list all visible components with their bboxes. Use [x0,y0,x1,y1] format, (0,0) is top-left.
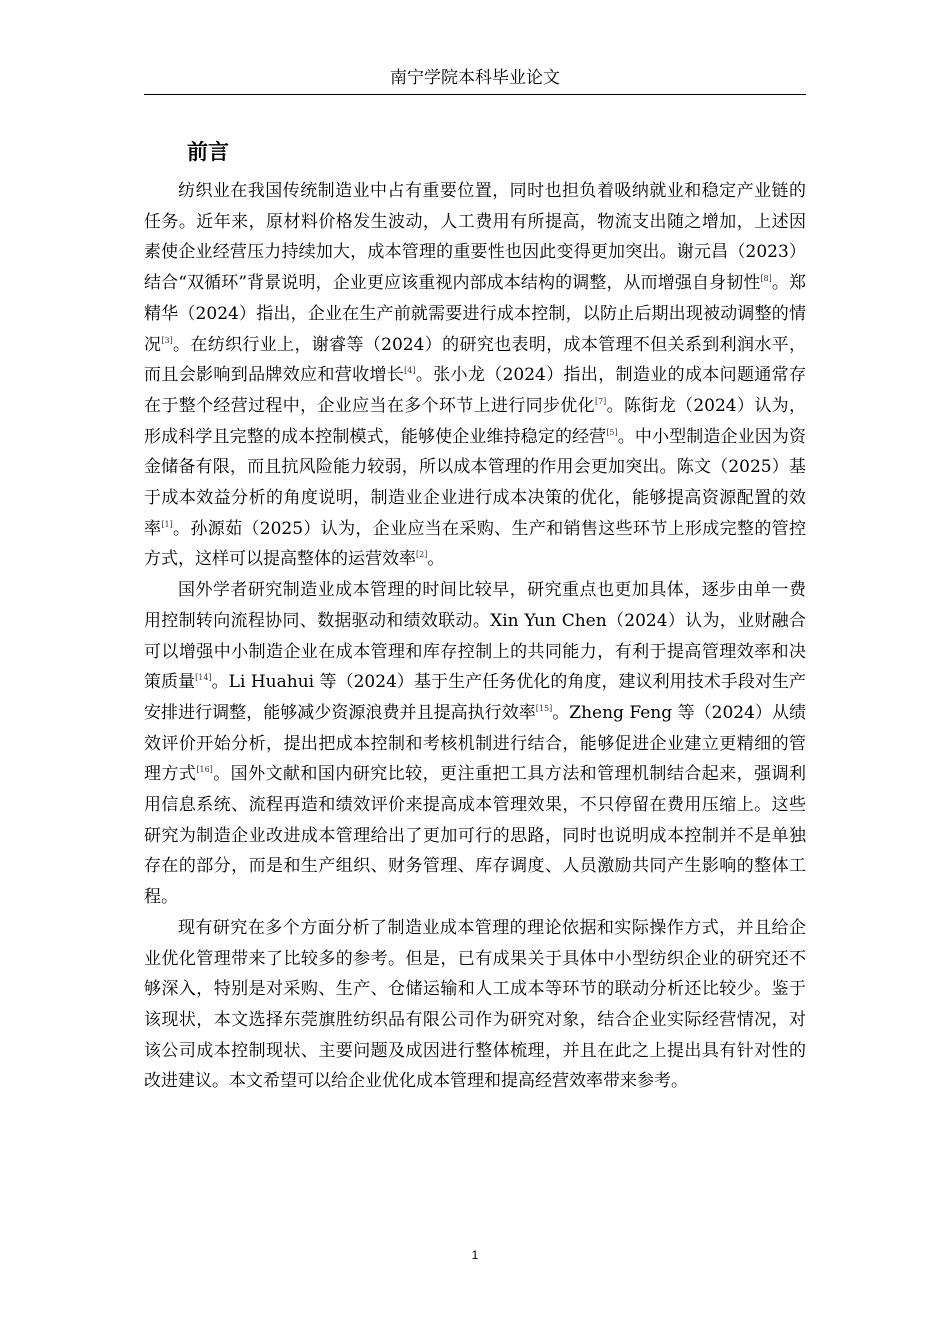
citation-ref: [15] [535,703,553,713]
paragraph-text: 。在纺织行业上，谢睿等（2024）的研究也表明，成本管理不但关系到利润水平，而且会影响到品牌效应和营收增长 [144,334,807,386]
paragraph-text: 。Li Huahui 等（2024）基于生产任务优化的角度，建议利用技术手段对生产安排进行调整，能够减少资源浪费并且提高执行效率 [144,672,806,723]
citation-ref: [4] [404,366,416,376]
paragraph-text: 。郑精华（2024）指出，企业在生产前就需要进行成本控制，以防止后期出现被动调整的情况 [144,273,806,355]
paragraph-text: 纺织业在我国传统制造业中占有重要位置，同时也担负着吸纳就业和稳定产业链的任务。近年来，原材料价格发生波动，人工费用有所提高，物流支出随之增加，上述因素使企业经营压力持续加大，成本管理的重要性也因此变得更加突出。谢元昌（2023）结合“双循环”背景说明，企业更应该重视内部成本结构的调整，从而增强自身韧性 [144,181,806,294]
citation-ref: [1] [161,519,173,529]
page-number: 1 [471,1248,479,1262]
section-title: 前言 [187,140,229,164]
paragraph-text: 现有研究在多个方面分析了制造业成本管理的理论依据和实际操作方式，并且给企业优化管理带来了比较多的参考。但是，已有成果关于具体中小型纺织企业的研究还不够深入，特别是对采购、生产、仓储运输和人工成本等环节的联动分析还比较少。鉴于该现状，本文选择东莞旗胜纺织品有限公司作为研究对象，结合企业实际经营情况，对该公司成本控制现状、主要问题及成因进行整体梳理，并且在此之上提出具有针对性的改进建议。本文希望可以给企业优化成本管理和提高经营效率带来参考。 [144,917,806,1092]
citation-ref: [2] [416,550,428,560]
paragraph-text: 。孙源茹（2025）认为，企业应当在采购、生产和销售这些环节上形成完整的管控方式，这样可以提高整体的运营效率 [144,518,807,570]
paragraph-text: 。张小龙（2024）指出，制造业的成本问题通常存在于整个经营过程中，企业应当在多个环节上进行同步优化 [144,365,807,416]
citation-ref: [5] [606,427,618,437]
paragraph [144,176,806,575]
citation-ref: [14] [195,673,212,683]
paragraph-text: 。中小型制造企业因为资金储备有限，而且抗风险能力较弱，所以成本管理的作用会更加突出。陈文（2025）基于成本效益分析的角度说明，制造业企业进行成本决策的优化，能够提高资源配置的效率 [144,426,807,539]
citation-ref: [7] [594,396,607,406]
paragraph-text: 。 [427,549,445,570]
citation-ref: [16] [196,765,213,775]
citation-ref: [8] [760,274,772,284]
running-header: 南宁学院本科毕业论文 [144,64,806,95]
paragraph [144,913,806,1097]
paragraph-text: 国外学者研究制造业成本管理的时间比较早，研究重点也更加具体，逐步由单一费用控制转向流程协同、数据驱动和绩效联动。Xin Yun Chen（2024）认为，业财融合可以增强中小制造企业在成本管理和库存控制上的共同能力，有利于提高管理效率和决策质量 [144,580,806,693]
body-text [144,176,806,1097]
paragraph [144,575,806,913]
citation-ref: [3] [161,335,173,345]
paragraph-text: 。Zheng Feng 等（2024）从绩效评价开始分析，提出把成本控制和考核机制进行结合，能够促进企业建立更精细的管理方式 [144,702,807,785]
paragraph-text: 。陈街龙（2024）认为，形成科学且完整的成本控制模式，能够使企业维持稳定的经营 [144,395,807,447]
paragraph-text: 。国外文献和国内研究比较，更注重把工具方法和管理机制结合起来，强调利用信息系统、流程再造和绩效评价来提高成本管理效果，不只停留在费用压缩上。这些研究为制造企业改进成本管理给出了更加可行的思路，同时也说明成本控制并不是单独存在的部分，而是和生产组织、财务管理、库存调度、人员激励共同产生影响的整体工程。 [144,764,807,908]
